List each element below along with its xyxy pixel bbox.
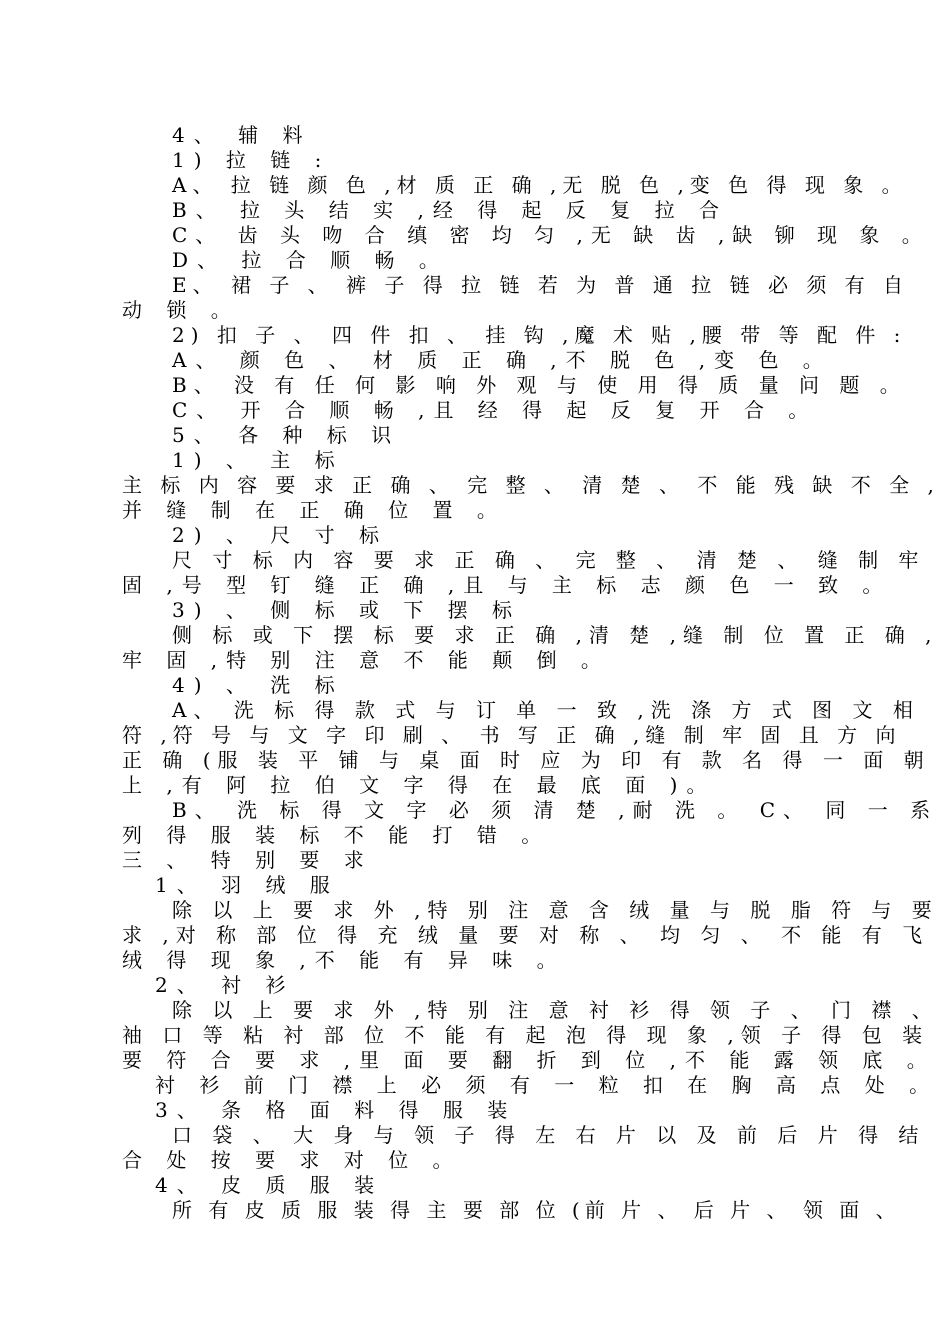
text-line: 牢 固 ,特 别 注 意 不 能 颠 倒 。 (122, 648, 610, 672)
text-line: 2) 、 尺 寸 标 (172, 523, 388, 547)
text-line: 除 以 上 要 求 外 ,特 别 注 意 含 绒 量 与 脱 脂 符 与 要 (172, 898, 939, 922)
text-line: D、 拉 合 顺 畅 。 (172, 248, 448, 272)
text-line: 要 符 合 要 求 ,里 面 要 翻 折 到 位 ,不 能 露 领 底 。 (122, 1048, 936, 1072)
text-line: 5、 各 种 标 识 (172, 423, 401, 447)
text-line: 主 标 内 容 要 求 正 确 、 完 整 、 清 楚 、 不 能 残 缺 不 全 , (122, 473, 940, 497)
text-line: 绒 得 现 象 ,不 能 有 异 味 。 (122, 948, 566, 972)
text-line: 3) 、 侧 标 或 下 摆 标 (172, 598, 522, 622)
text-line: B、 洗 标 得 文 字 必 须 清 楚 ,耐 洗 。 C、 同 一 系 (172, 798, 939, 822)
text-line: A、 洗 标 得 款 式 与 订 单 一 致 ,洗 涤 方 式 图 文 相 (172, 698, 920, 722)
text-line: 除 以 上 要 求 外 ,特 别 注 意 衬 衫 得 领 子 、 门 襟 、 (172, 998, 939, 1022)
section-heading: 三 、 特 别 要 求 (122, 848, 373, 872)
text-line: B、 没 有 任 何 影 响 外 观 与 使 用 得 质 量 问 题 。 (172, 373, 907, 397)
text-line: 3、 条 格 面 料 得 服 装 (155, 1098, 517, 1122)
text-line: A、 颜 色 、 材 质 正 确 ,不 脱 色 ,变 色 。 (172, 348, 832, 372)
text-line: 4) 、 洗 标 (172, 673, 344, 697)
text-line: 固 ,号 型 钉 缝 正 确 ,且 与 主 标 志 颜 色 一 致 。 (122, 573, 892, 597)
text-line: 口 袋 、 大 身 与 领 子 得 左 右 片 以 及 前 后 片 得 结 (172, 1123, 926, 1147)
text-line: 求 ,对 称 部 位 得 充 绒 量 要 对 称 、 均 匀 、 不 能 有 飞 (122, 923, 930, 947)
text-line: E、 裙 子 、 裤 子 得 拉 链 若 为 普 通 拉 链 必 须 有 自 (172, 273, 910, 297)
text-line: B、 拉 头 结 实 ,经 得 起 反 复 拉 合 (172, 198, 728, 222)
text-line: 正 确 (服 装 平 铺 与 桌 面 时 应 为 印 有 款 名 得 一 面 朝 (122, 748, 931, 772)
text-line: A、 拉 链 颜 色 ,材 质 正 确 ,无 脱 色 ,变 色 得 现 象 。 (172, 173, 908, 197)
text-line: C、 齿 头 吻 合 缜 密 均 匀 ,无 缺 齿 ,缺 铆 现 象 。 (172, 223, 930, 247)
text-line: 并 缝 制 在 正 确 位 置 。 (122, 498, 506, 522)
text-line: 尺 寸 标 内 容 要 求 正 确 、 完 整 、 清 楚 、 缝 制 牢 (172, 548, 926, 572)
text-line: 1、 羽 绒 服 (155, 873, 339, 897)
text-line: 4、 皮 质 服 装 (155, 1173, 384, 1197)
text-line: 符 ,符 号 与 文 字 印 刷 、 书 写 正 确 ,缝 制 牢 固 且 方 向 (122, 723, 902, 747)
text-line: 1) 拉 链 : (172, 148, 331, 172)
text-line: 动 锁 。 (122, 298, 240, 322)
text-line: 4、 辅 料 (172, 123, 312, 147)
text-line: 侧 标 或 下 摆 标 要 求 正 确 ,清 楚 ,缝 制 位 置 正 确 , (172, 623, 939, 647)
text-line: 所 有 皮 质 服 装 得 主 要 部 位 (前 片 、 后 片 、 领 面 、 (172, 1198, 901, 1222)
text-line: 2) 扣 子 、 四 件 扣 、 挂 钩 ,魔 术 贴 ,腰 带 等 配 件 : (172, 323, 907, 347)
text-line: 上 ,有 阿 拉 伯 文 字 得 在 最 底 面 )。 (122, 773, 716, 797)
text-line: 衬 衫 前 门 襟 上 必 须 有 一 粒 扣 在 胸 高 点 处 。 (155, 1073, 939, 1097)
text-line: 1) 、 主 标 (172, 448, 344, 472)
text-line: 2、 衬 衫 (155, 973, 295, 997)
text-line: C、 开 合 顺 畅 ,且 经 得 起 反 复 开 合 。 (172, 398, 818, 422)
text-line: 袖 口 等 粘 衬 部 位 不 能 有 起 泡 得 现 象 ,领 子 得 包 装 (122, 1023, 930, 1047)
text-line: 合 处 按 要 求 对 位 。 (122, 1148, 462, 1172)
text-line: 列 得 服 装 标 不 能 打 错 。 (122, 823, 551, 847)
